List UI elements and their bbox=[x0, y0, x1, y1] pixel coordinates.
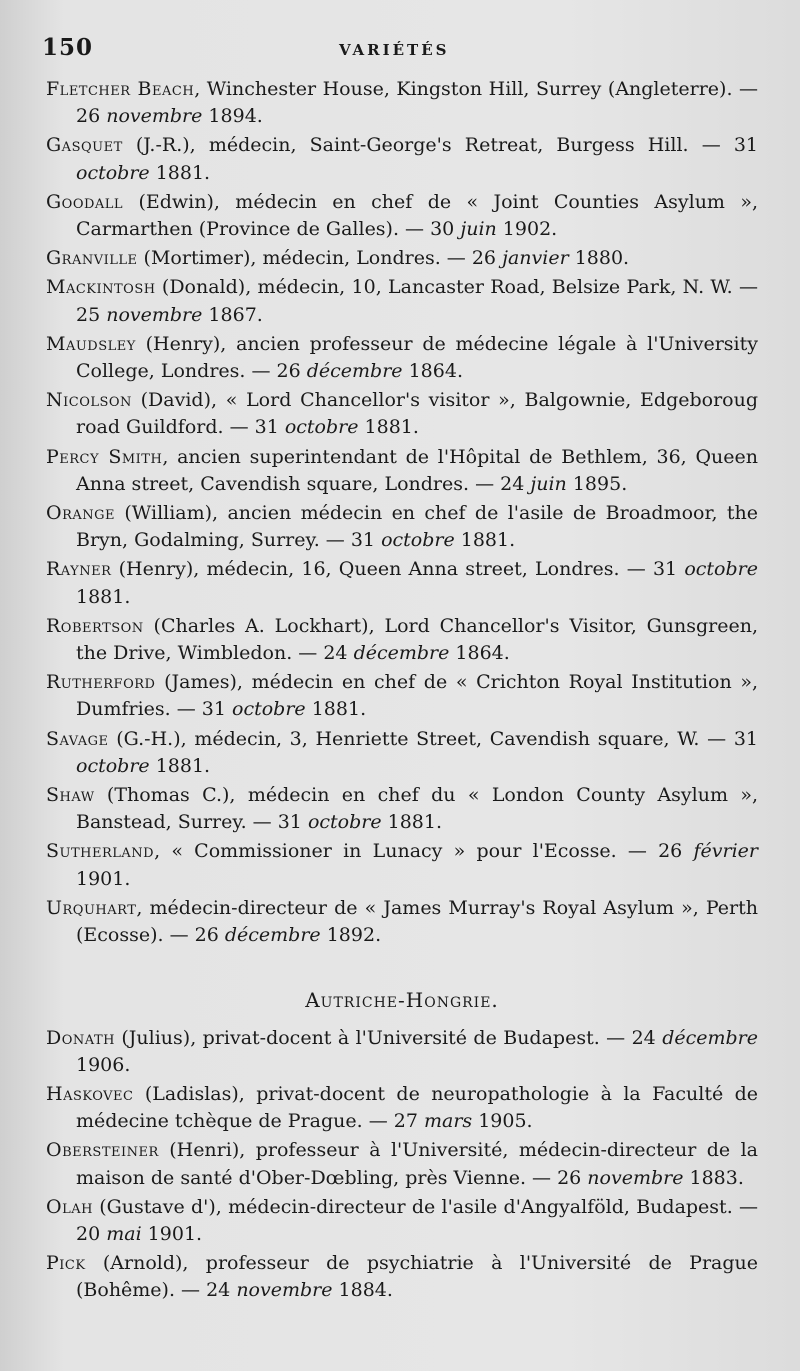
directory-entry bbox=[46, 726, 758, 780]
directory-entry bbox=[46, 189, 758, 243]
entry-month: juin bbox=[530, 472, 567, 495]
entry-details: (Henry), ancien professeur de médecine légale à l'University College, Londres. — 26 bbox=[76, 332, 758, 383]
entry-month: novembre bbox=[106, 105, 203, 128]
directory-entry bbox=[46, 1137, 758, 1191]
entry-month: novembre bbox=[587, 1166, 684, 1189]
page-number: 150 bbox=[42, 34, 94, 61]
entry-month: février bbox=[693, 840, 758, 863]
entry-details: (James), médecin en chef de « Crichton Royal Institution », Dumfries. — 31 bbox=[76, 671, 758, 721]
entry-month: mars bbox=[423, 1110, 473, 1133]
entry-month: novembre bbox=[236, 1279, 333, 1302]
entry-details: (Edwin), médecin en chef de « Joint Counties Asylum », Carmarthen (Province de Galles). — 30 bbox=[76, 190, 758, 241]
entry-month: mai bbox=[106, 1222, 142, 1245]
directory-entry bbox=[46, 444, 758, 498]
entry-details: (Mortimer), médecin, Londres. — 26 bbox=[137, 247, 503, 270]
entry-name: Urquhart bbox=[46, 896, 137, 919]
directory-entry bbox=[46, 132, 758, 186]
entry-details: , Winchester House, Kingston Hill, Surrey (Angleterre). — 26 bbox=[76, 78, 759, 128]
entry-name: Olah bbox=[46, 1195, 93, 1218]
directory-entry bbox=[46, 669, 758, 723]
entry-details: , « Commissioner in Lunacy » pour l'Ecosse. — 26 bbox=[154, 840, 694, 863]
entry-year: 1906. bbox=[76, 1053, 131, 1076]
entry-year: 1864. bbox=[449, 642, 510, 665]
entry-month: octobre bbox=[76, 754, 150, 777]
entry-details: (Thomas C.), médecin en chef du « London County Asylum », Banstead, Surrey. — 31 bbox=[76, 784, 758, 834]
entry-details: (G.-H.), médecin, 3, Henriette Street, Cavendish square, W. — 31 bbox=[108, 727, 758, 750]
entry-year: 1864. bbox=[402, 360, 463, 383]
entries-group-austria-hungary bbox=[46, 1025, 758, 1305]
entry-name: Shaw bbox=[46, 784, 95, 807]
directory-entry bbox=[46, 245, 758, 272]
entry-year: 1884. bbox=[332, 1279, 393, 1302]
directory-entry bbox=[46, 556, 758, 610]
entry-month: décembre bbox=[662, 1026, 758, 1049]
entry-name: Granville bbox=[46, 247, 138, 270]
entry-year: 1901. bbox=[141, 1222, 203, 1245]
entry-details: (Ladislas), privat-docent de neuropathologie à la Faculté de médecine tchèque de Prague. — 27 bbox=[76, 1082, 758, 1133]
directory-entry bbox=[46, 782, 758, 836]
entry-month: octobre bbox=[284, 416, 359, 439]
entries-group-uk bbox=[46, 76, 758, 949]
entry-year: 1880. bbox=[568, 247, 630, 270]
directory-entry bbox=[46, 1250, 758, 1304]
entry-name: Nicolson bbox=[46, 389, 132, 412]
entry-year: 1894. bbox=[202, 105, 263, 128]
entry-year: 1881. bbox=[305, 698, 367, 721]
entry-details: , médecin-directeur de « James Murray's Royal Asylum », Perth (Ecosse). — 26 bbox=[76, 896, 758, 947]
page-header bbox=[42, 34, 760, 66]
entry-month: décembre bbox=[306, 360, 403, 383]
entry-name: Sutherland bbox=[46, 840, 155, 863]
entry-details: (Charles A. Lockhart), Lord Chancellor's Visitor, Gunsgreen, the Drive, Wimbledon. — 24 bbox=[76, 614, 758, 665]
entry-year: 1905. bbox=[472, 1110, 533, 1133]
entry-details: (Henry), médecin, 16, Queen Anna street, Londres. — 31 bbox=[111, 558, 685, 581]
entry-month: octobre bbox=[684, 558, 758, 581]
entry-details: (Gustave d'), médecin-directeur de l'asile d'Angyalföld, Budapest. — 20 bbox=[76, 1195, 758, 1245]
entry-year: 1867. bbox=[202, 303, 263, 326]
entry-month: octobre bbox=[381, 529, 455, 552]
entry-details: (Henri), professeur à l'Université, médecin-directeur de la maison de santé d'Ober-Dœbling, près Vienne. — 26 bbox=[76, 1139, 758, 1189]
directory-entry bbox=[46, 895, 758, 949]
entry-name: Fletcher Beach bbox=[46, 78, 195, 100]
entry-name: Rutherford bbox=[46, 671, 156, 694]
directory-entry bbox=[46, 1194, 758, 1248]
running-head: VARIÉTÉS bbox=[339, 41, 450, 59]
entry-name: Percy Smith bbox=[46, 445, 163, 468]
directory-entry bbox=[46, 387, 758, 441]
directory-entry bbox=[46, 331, 758, 385]
entry-details: (Arnold), professeur de psychiatrie à l'Université de Prague (Bohême). — 24 bbox=[76, 1252, 758, 1302]
entry-details: , ancien superintendant de l'Hôpital de Bethlem, 36, Queen Anna street, Cavendish square, Londres. — 24 bbox=[76, 445, 758, 495]
entry-month: juin bbox=[460, 218, 497, 241]
entry-month: octobre bbox=[307, 811, 382, 834]
entry-details: (David), « Lord Chancellor's visitor », Balgownie, Edgeboroug road Guildford. — 31 bbox=[76, 389, 758, 439]
entry-year: 1892. bbox=[320, 924, 382, 947]
entry-details: (J.-R.), médecin, Saint-George's Retreat, Burgess Hill. — 31 bbox=[122, 134, 758, 157]
entry-year: 1901. bbox=[76, 867, 131, 890]
entry-year: 1881. bbox=[149, 754, 211, 777]
entry-name: Orange bbox=[46, 502, 116, 525]
entry-year: 1881. bbox=[454, 529, 516, 552]
entry-name: Robertson bbox=[46, 614, 144, 637]
entry-name: Savage bbox=[46, 727, 109, 750]
entry-month: décembre bbox=[353, 642, 450, 665]
directory-entry bbox=[46, 613, 758, 667]
entry-name: Goodall bbox=[46, 190, 124, 213]
entry-list bbox=[46, 76, 758, 1307]
entry-year: 1902. bbox=[496, 218, 558, 241]
entry-name: Gasquet bbox=[46, 134, 123, 157]
directory-entry bbox=[46, 76, 758, 130]
directory-entry bbox=[46, 274, 758, 328]
entry-month: octobre bbox=[232, 698, 306, 721]
entry-year: 1881. bbox=[358, 416, 419, 439]
entry-year: 1881. bbox=[381, 811, 443, 834]
entry-name: Donath bbox=[46, 1026, 115, 1049]
directory-entry bbox=[46, 1025, 758, 1079]
entry-year: 1881. bbox=[149, 161, 211, 184]
directory-entry bbox=[46, 500, 758, 554]
section-heading: Autriche-Hongrie. bbox=[305, 988, 499, 1013]
entry-name: Pick bbox=[46, 1252, 86, 1275]
entry-name: Maudsley bbox=[46, 332, 136, 355]
entry-details: (Donald), médecin, 10, Lancaster Road, Belsize Park, N. W. — 25 bbox=[76, 276, 758, 326]
entry-name: Mackintosh bbox=[46, 276, 156, 299]
entry-details: (Julius), privat-docent à l'Université de Budapest. — 24 bbox=[114, 1026, 663, 1049]
entry-name: Obersteiner bbox=[46, 1139, 159, 1162]
entry-month: décembre bbox=[224, 924, 321, 947]
entry-month: novembre bbox=[106, 303, 203, 326]
directory-entry bbox=[46, 1081, 758, 1135]
entry-year: 1883. bbox=[683, 1166, 744, 1189]
directory-entry bbox=[46, 838, 758, 892]
entry-name: Rayner bbox=[46, 558, 112, 581]
entry-name: Haskovec bbox=[46, 1082, 134, 1105]
entry-details: (William), ancien médecin en chef de l'asile de Broadmoor, the Bryn, Godalming, Surrey. — 31 bbox=[76, 502, 758, 552]
entry-year: 1895. bbox=[566, 472, 628, 495]
entry-month: janvier bbox=[502, 247, 569, 270]
entry-year: 1881. bbox=[76, 585, 131, 608]
entry-month: octobre bbox=[76, 161, 150, 184]
